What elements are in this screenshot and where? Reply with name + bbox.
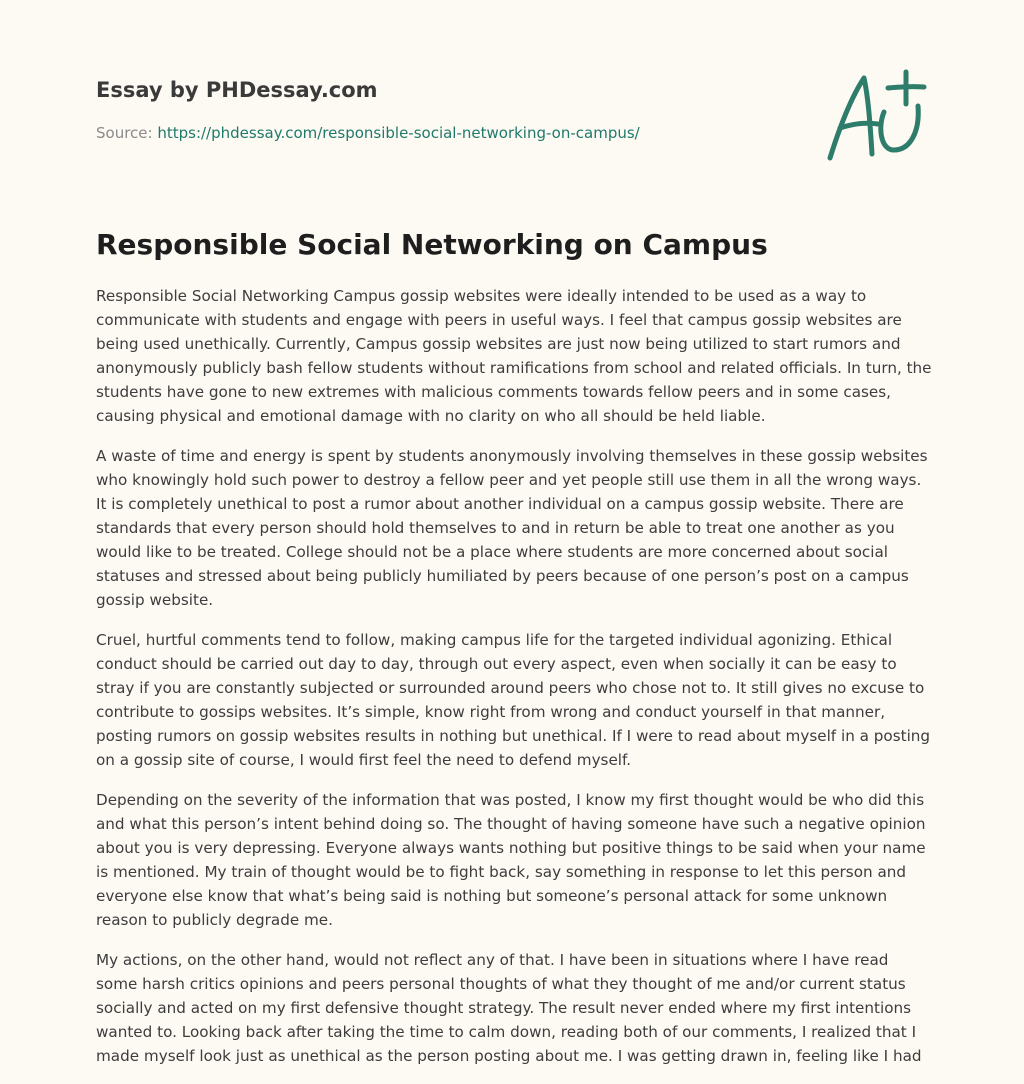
essay-paragraph: A waste of time and energy is spent by students anonymously involving themselves in these gossip websites who knowingly hold such power to destroy a fellow peer and yet people still use them in all the wrong ways. It is completely unethical to post a rumor about another individual on a campus gossip website. There are standards that every person should hold themselves to and in return be able to treat one another as you would like to be treated. College should not be a place where students are more concerned about social statuses and stressed about being publicly humiliated by peers because of one person’s post on a campus gossip website. bbox=[96, 447, 928, 609]
essay-paragraph: Depending on the severity of the information that was posted, I know my first thought would be who did this and what this person’s intent behind doing so. The thought of having someone have such a negative opinion about you is very depressing. Everyone always wants nothing but positive things to be said when your name is mentioned. My train of thought would be to fight back, say something in response to let this person and everyone else know that what’s being said is nothing but someone’s personal attack for some unknown reason to publicly degrade me. bbox=[96, 791, 926, 929]
source-line bbox=[96, 123, 796, 143]
essay-body bbox=[96, 284, 932, 1084]
source-link[interactable]: https://phdessay.com/responsible-social-networking-on-campus/ bbox=[157, 124, 640, 142]
source-label: Source: bbox=[96, 124, 158, 142]
essay-paragraph: Responsible Social Networking Campus gossip websites were ideally intended to be used as a way to communicate with students and engage with peers in useful ways. I feel that campus gossip websites are being used unethically. Currently, Campus gossip websites are just now being utilized to start rumors and anonymously publicly bash fellow students without ramifications from school and related officials. In turn, the students have gone to new extremes with malicious comments towards fellow peers and in some cases, causing physical and emotional damage with no clarity on who all should be held liable. bbox=[96, 287, 932, 425]
a-plus-grade-icon bbox=[822, 66, 932, 166]
essay-paragraph: My actions, on the other hand, would not reflect any of that. I have been in situations where I have read some harsh critics opinions and peers personal thoughts of what they thought of me and/or current status socially and acted on my first defensive thought strategy. The result never ended where my first intentions wanted to. Looking back after taking the time to calm down, reading both of our comments, I realized that I made myself look just as unethical as the person posting about me. I was getting drawn in, feeling like I had bbox=[96, 951, 922, 1065]
essay-paragraph: Cruel, hurtful comments tend to follow, making campus life for the targeted individual agonizing. Ethical conduct should be carried out day to day, through out every aspect, even when socially it can be easy to stray if you are constantly subjected or surrounded around peers who chose not to. It still gives no excuse to contribute to gossips websites. It’s simple, know right from wrong and conduct yourself in that manner, posting rumors on gossip websites results in nothing but unethical. If I were to read about myself in a posting on a gossip site of course, I would first feel the need to defend myself. bbox=[96, 631, 931, 769]
page-header bbox=[96, 76, 796, 143]
site-brand: Essay by PHDessay.com bbox=[96, 78, 378, 102]
essay-title: Responsible Social Networking on Campus bbox=[96, 228, 768, 261]
